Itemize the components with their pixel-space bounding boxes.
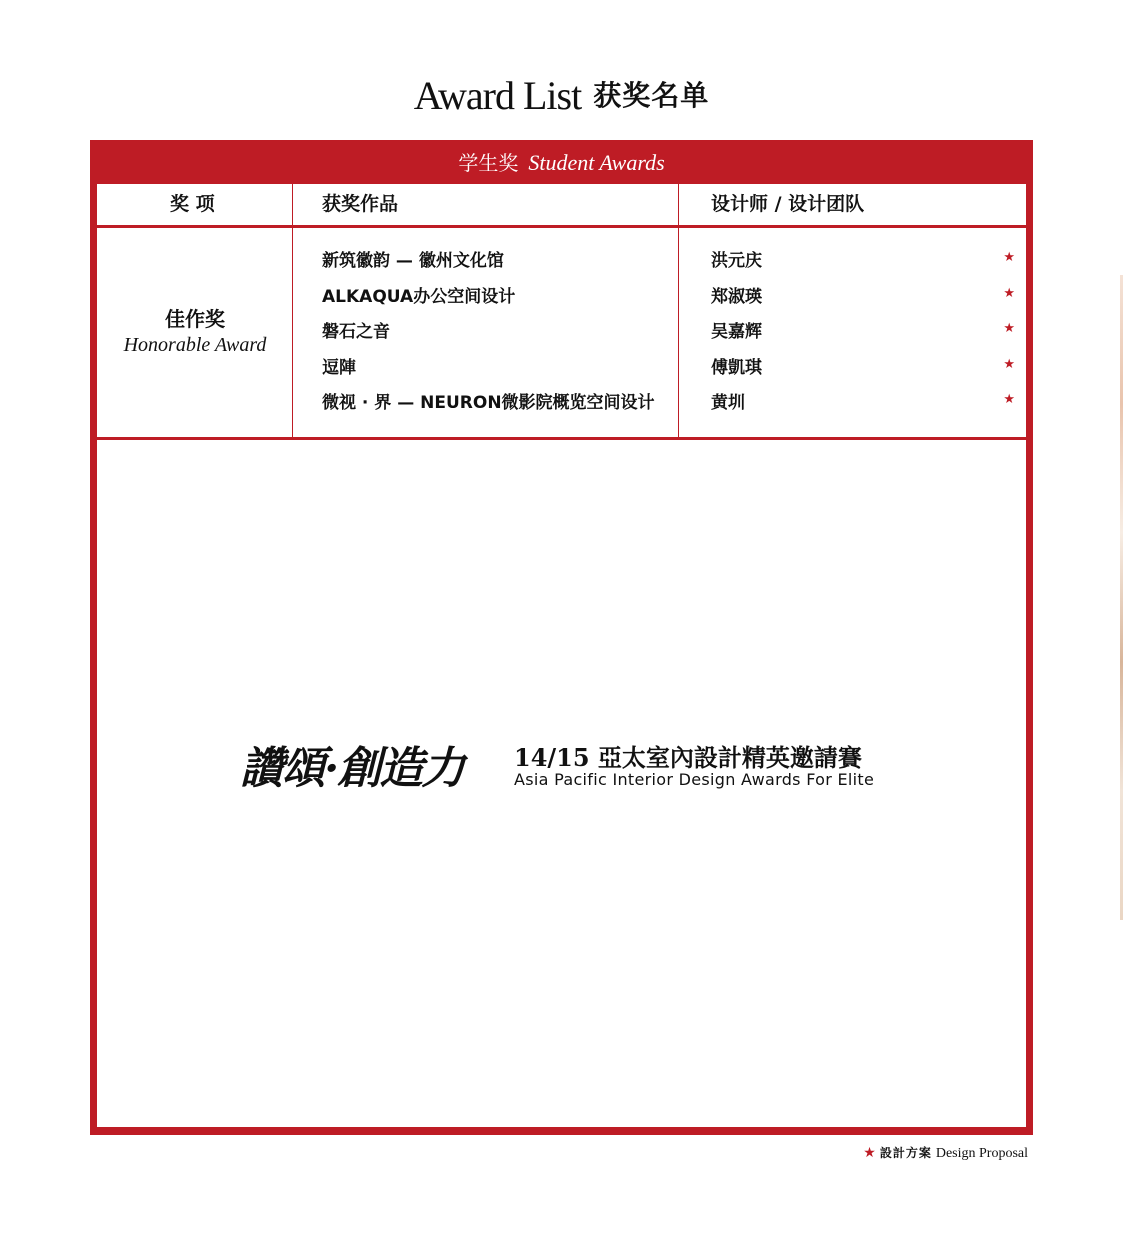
designers-list: [711, 246, 1021, 424]
work-item: 新筑徽韵 — 徽州文化馆: [322, 251, 504, 271]
work-item: 逗陣: [322, 357, 356, 378]
section-title-cn: 学生奖: [458, 151, 519, 175]
footer-legend: [863, 1144, 1028, 1162]
star-icon: ★: [1003, 285, 1015, 301]
work-item: ALKAQUA办公空间设计: [322, 286, 516, 307]
award-category: [97, 303, 293, 357]
row-separator: [97, 437, 1026, 440]
logo-title-cn: 14/15 亞太室內設計精英邀請賽: [514, 743, 862, 772]
star-icon: ★: [1003, 392, 1015, 407]
logo-calligraphy: 讚頌·創造力: [240, 743, 464, 794]
star-icon: ★: [1003, 321, 1015, 336]
designer-name: 郑淑瑛: [711, 286, 762, 307]
designer-item: [711, 388, 1021, 424]
section-title: [90, 146, 1033, 182]
work-item: 磐石之音: [322, 322, 390, 342]
designer-item: [711, 282, 1021, 318]
star-icon: ★: [863, 1145, 876, 1161]
header-award: 奖 项: [170, 193, 215, 215]
footer-legend-cn: 設計方案: [879, 1146, 932, 1160]
column-divider-2: [678, 228, 679, 438]
footer-legend-en: Design Proposal: [935, 1146, 1028, 1161]
star-icon: ★: [1003, 356, 1015, 372]
award-category-en: Honorable Award: [123, 334, 267, 356]
table-header-row: [97, 184, 1026, 225]
header-divider-2: [678, 184, 679, 225]
designer-item: [711, 353, 1021, 389]
designer-name: 洪元庆: [711, 251, 762, 271]
header-divider-1: [292, 184, 293, 225]
header-work: 获奖作品: [322, 193, 399, 215]
section-title-en: Student Awards: [528, 150, 665, 175]
title-cn: 获奖名单: [593, 79, 710, 112]
page-title: [0, 72, 1123, 119]
designer-name: 吴嘉辉: [711, 322, 762, 342]
award-category-cn: 佳作奖: [165, 307, 225, 331]
designer-name: 黄圳: [711, 393, 745, 413]
designer-item: [711, 317, 1021, 353]
designer-item: [711, 246, 1021, 282]
header-designer: 设计师 / 设计团队: [711, 193, 865, 215]
competition-logo: [240, 732, 890, 802]
logo-title-en: Asia Pacific Interior Design Awards For Elite: [514, 770, 875, 789]
title-en: Award List: [413, 73, 582, 118]
designer-name: 傅凱琪: [711, 357, 762, 378]
work-item: 微视 · 界 — NEURON微影院概览空间设计: [322, 393, 655, 413]
star-icon: ★: [1003, 250, 1015, 265]
winning-works-list: [322, 246, 672, 424]
